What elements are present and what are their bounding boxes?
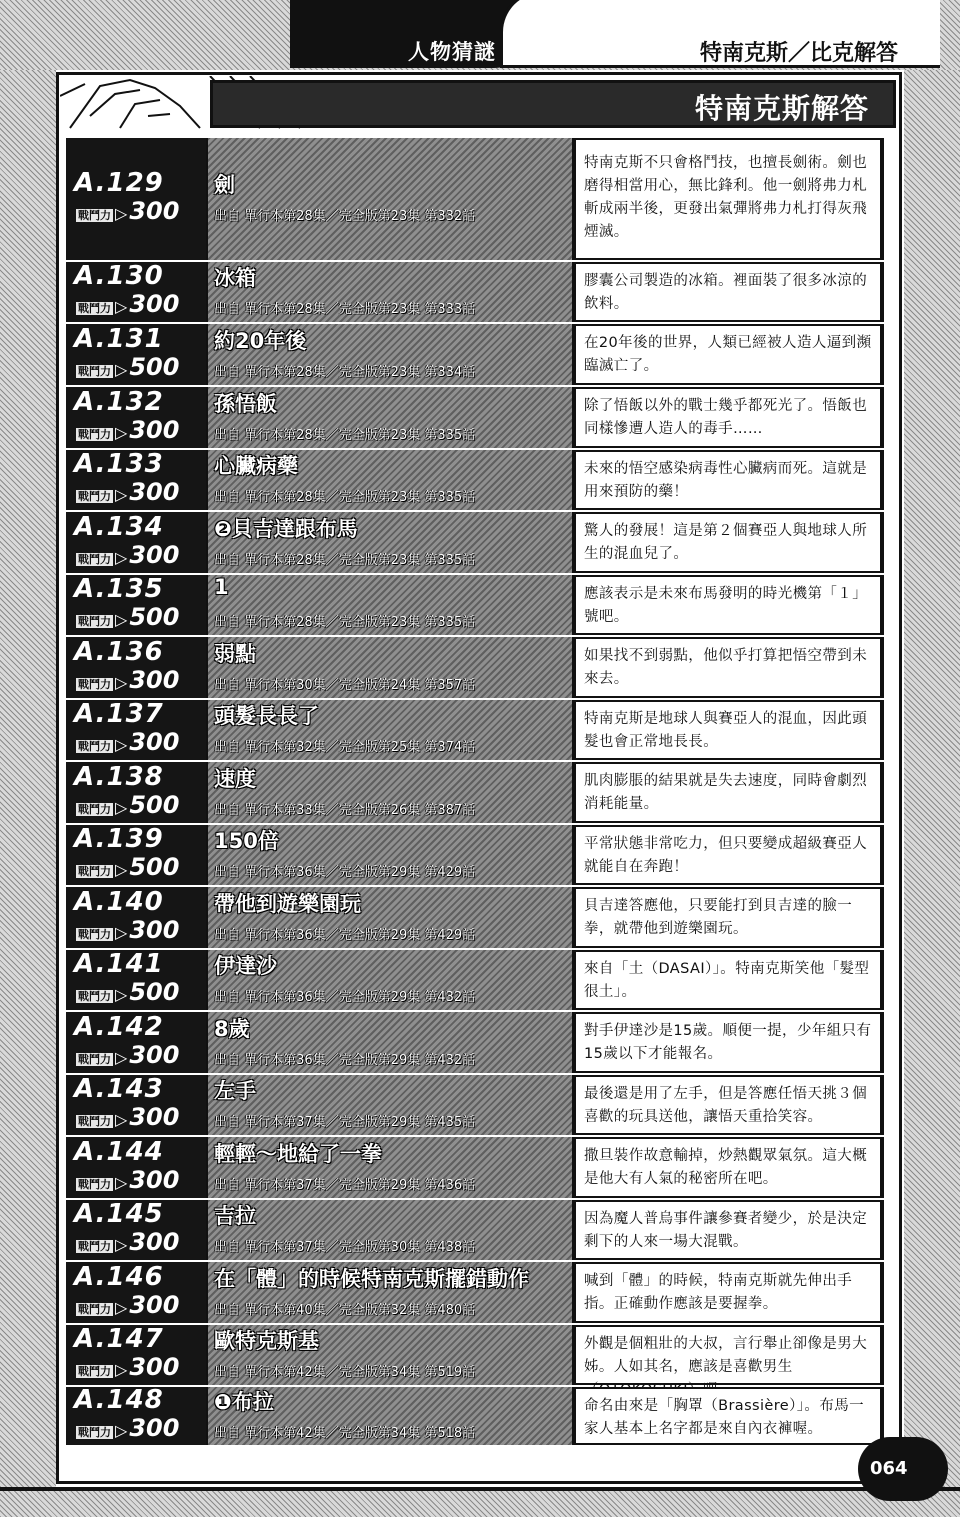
- arrow-icon: ▷: [115, 1173, 128, 1192]
- answer-text: 左手: [214, 1079, 256, 1103]
- explanation-cell: [574, 512, 882, 573]
- power-level: [76, 478, 179, 506]
- explanation-cell: [574, 1075, 882, 1135]
- power-level: [76, 603, 179, 631]
- power-level: [76, 978, 179, 1006]
- answer-source: 出自 單行本第33集／完全版第26集 第387話: [214, 803, 476, 818]
- answer-number: A.141: [74, 949, 164, 979]
- answer-number: A.148: [74, 1385, 164, 1415]
- answer-row: [66, 887, 884, 948]
- explanation-text: 撒旦裝作故意輸掉，炒熱觀眾氣氛。這大概是他大有人氣的秘密所在吧。: [584, 1148, 868, 1187]
- answer-number: A.140: [74, 887, 164, 917]
- section-title-bar: [210, 80, 896, 128]
- power-label: 戰鬥力: [78, 1365, 111, 1378]
- answer-number: A.134: [74, 512, 164, 542]
- power-value: 300: [129, 478, 180, 506]
- answer-row: [66, 1387, 884, 1445]
- answer-number: A.129: [74, 168, 164, 198]
- answer-cell: [208, 825, 572, 885]
- power-label: 戰鬥力: [78, 553, 111, 566]
- answer-source: 出自 單行本第28集／完全版第23集 第332話: [214, 209, 476, 224]
- power-label: 戰鬥力: [78, 302, 111, 315]
- answer-cell: [208, 1387, 572, 1445]
- answer-text: 在「體」的時候特南克斯擺錯動作: [214, 1267, 529, 1291]
- arrow-icon: ▷: [115, 485, 128, 504]
- answer-source: 出自 單行本第28集／完全版第23集 第334話: [214, 365, 476, 380]
- answer-id-cell: [66, 262, 206, 322]
- answer-cell: [208, 575, 572, 635]
- answer-cell: [208, 512, 572, 573]
- power-value: 500: [129, 791, 180, 819]
- answer-cell: [208, 1137, 572, 1198]
- answer-source: 出自 單行本第28集／完全版第23集 第335話: [214, 615, 476, 630]
- arrow-icon: ▷: [115, 985, 128, 1004]
- answer-text: 伊達沙: [214, 954, 277, 978]
- answer-cell: [208, 138, 572, 260]
- header-category: 人物猜謎: [408, 40, 496, 64]
- explanation-text: 膠囊公司製造的冰箱。裡面裝了很多冰涼的飲料。: [584, 273, 868, 312]
- answer-row: [66, 1262, 884, 1323]
- arrow-icon: ▷: [115, 1298, 128, 1317]
- power-value: 300: [129, 1414, 180, 1442]
- power-label: 戰鬥力: [78, 1240, 111, 1253]
- arrow-icon: ▷: [115, 423, 128, 442]
- explanation-text: 喊到「體」的時候，特南克斯就先伸出手指。正確動作應該是要握拳。: [584, 1273, 853, 1312]
- explanation-cell: [574, 1200, 882, 1260]
- explanation-text: 未來的悟空感染病毒性心臟病而死。這就是用來預防的藥！: [584, 461, 868, 500]
- explanation-cell: [574, 1137, 882, 1198]
- power-label: 戰鬥力: [78, 740, 111, 753]
- explanation-text: 貝吉達答應他，只要能打到貝吉達的臉一拳，就帶他到遊樂園玩。: [584, 898, 853, 937]
- answer-text: 1: [214, 575, 229, 599]
- power-level: [76, 1291, 179, 1319]
- section-title: 特南克斯解答: [694, 92, 869, 125]
- answer-text: 約20年後: [214, 329, 307, 353]
- answer-id-cell: [66, 762, 206, 823]
- bottom-hatch-band: [0, 1487, 960, 1517]
- power-level: [76, 666, 179, 694]
- answer-source: 出自 單行本第42集／完全版第34集 第518話: [214, 1426, 476, 1441]
- answer-cell: [208, 324, 572, 385]
- answer-row: [66, 1137, 884, 1198]
- arrow-icon: ▷: [115, 1110, 128, 1129]
- arrow-icon: ▷: [115, 923, 128, 942]
- explanation-cell: [574, 762, 882, 823]
- answer-source: 出自 單行本第36集／完全版第29集 第432話: [214, 990, 476, 1005]
- answer-number: A.144: [74, 1137, 164, 1167]
- explanation-text: 特南克斯不只會格鬥技，也擅長劍術。劍也磨得相當用心，無比鋒利。他一劍將弗力札斬成兩半後，更發出氣彈將弗力札打得灰飛煙滅。: [584, 155, 868, 240]
- arrow-icon: ▷: [115, 360, 128, 379]
- answer-id-cell: [66, 1075, 206, 1135]
- power-value: 300: [129, 1291, 180, 1319]
- answer-source: 出自 單行本第32集／完全版第25集 第374話: [214, 740, 476, 755]
- answer-cell: [208, 1075, 572, 1135]
- power-label: 戰鬥力: [78, 678, 111, 691]
- explanation-text: 除了悟飯以外的戰士幾乎都死光了。悟飯也同樣慘遭人造人的毒手……: [584, 398, 868, 437]
- answer-source: 出自 單行本第36集／完全版第29集 第429話: [214, 928, 476, 943]
- arrow-icon: ▷: [115, 1048, 128, 1067]
- power-label: 戰鬥力: [78, 209, 111, 222]
- answer-id-cell: [66, 950, 206, 1010]
- answer-row: [66, 1012, 884, 1073]
- answer-source: 出自 單行本第30集／完全版第24集 第357話: [214, 678, 476, 693]
- answer-cell: [208, 950, 572, 1010]
- power-label: 戰鬥力: [78, 990, 111, 1003]
- power-level: [76, 853, 179, 881]
- answer-id-cell: [66, 450, 206, 510]
- power-label: 戰鬥力: [78, 1053, 111, 1066]
- left-hatch-band: [0, 70, 56, 1487]
- answer-id-cell: [66, 1262, 206, 1323]
- answer-text: 歐特克斯基: [214, 1329, 319, 1353]
- power-value: 300: [129, 1353, 180, 1381]
- power-value: 300: [129, 666, 180, 694]
- arrow-icon: ▷: [115, 735, 128, 754]
- explanation-text: 命名由來是「胸罩（Brassière）」。布馬一家人基本上名字都是來自內衣褲喔。: [584, 1398, 865, 1437]
- answer-row: [66, 1075, 884, 1135]
- answer-source: 出自 單行本第40集／完全版第32集 第480話: [214, 1303, 476, 1318]
- power-label: 戰鬥力: [78, 490, 111, 503]
- answer-text: ❷貝吉達跟布馬: [214, 517, 358, 541]
- answer-number: A.139: [74, 824, 164, 854]
- explanation-cell: [574, 950, 882, 1010]
- power-level: [76, 1353, 179, 1381]
- answer-source: 出自 單行本第36集／完全版第29集 第432話: [214, 1053, 476, 1068]
- power-value: 500: [129, 603, 180, 631]
- explanation-text: 因為魔人普烏事件讓參賽者變少，於是決定剩下的人來一場大混戰。: [584, 1211, 868, 1250]
- answer-row: [66, 700, 884, 760]
- power-level: [76, 1414, 179, 1442]
- arrow-icon: ▷: [115, 204, 128, 223]
- answer-source: 出自 單行本第28集／完全版第23集 第335話: [214, 428, 476, 443]
- answer-source: 出自 單行本第28集／完全版第23集 第335話: [214, 553, 476, 568]
- answer-number: A.132: [74, 387, 164, 417]
- power-level: [76, 791, 179, 819]
- explanation-text: 來自「土（DASAI）」。特南克斯笑他「髮型很土」。: [584, 961, 870, 1000]
- power-value: 300: [129, 916, 180, 944]
- power-value: 300: [129, 416, 180, 444]
- power-level: [76, 290, 179, 318]
- power-value: 500: [129, 978, 180, 1006]
- answer-cell: [208, 637, 572, 698]
- answer-number: A.131: [74, 324, 164, 354]
- answer-cell: [208, 700, 572, 760]
- answer-source: 出自 單行本第28集／完全版第23集 第335話: [214, 490, 476, 505]
- answer-source: 出自 單行本第28集／完全版第23集 第333話: [214, 302, 476, 317]
- answer-id-cell: [66, 1137, 206, 1198]
- answer-text: 速度: [214, 767, 256, 791]
- explanation-text: 對手伊達沙是15歲。順便一提，少年組只有15歲以下才能報名。: [584, 1023, 872, 1062]
- arrow-icon: ▷: [115, 1360, 128, 1379]
- power-level: [76, 916, 179, 944]
- explanation-text: 應該表示是未來布馬發明的時光機第「１」號吧。: [584, 586, 868, 625]
- power-label: 戰鬥力: [78, 365, 111, 378]
- power-value: 300: [129, 1228, 180, 1256]
- answer-cell: [208, 1325, 572, 1385]
- explanation-text: 在20年後的世界，人類已經被人造人逼到瀕臨滅亡了。: [584, 335, 872, 374]
- power-level: [76, 416, 179, 444]
- answer-cell: [208, 387, 572, 448]
- answer-number: A.142: [74, 1012, 164, 1042]
- power-level: [76, 1228, 179, 1256]
- answer-text: 頭髮長長了: [214, 704, 319, 728]
- power-level: [76, 1166, 179, 1194]
- arrow-icon: ▷: [115, 673, 128, 692]
- explanation-text: 特南克斯是地球人與賽亞人的混血，因此頭髮也會正常地長長。: [584, 711, 868, 750]
- power-label: 戰鬥力: [78, 428, 111, 441]
- explanation-cell: [574, 700, 882, 760]
- answer-id-cell: [66, 637, 206, 698]
- answer-row: [66, 387, 884, 448]
- answer-source: 出自 單行本第42集／完全版第34集 第519話: [214, 1365, 476, 1380]
- answer-id-cell: [66, 1325, 206, 1385]
- answer-source: 出自 單行本第36集／完全版第29集 第429話: [214, 865, 476, 880]
- answer-text: 輕輕～地給了一拳: [214, 1142, 382, 1166]
- answer-row: [66, 575, 884, 635]
- answer-text: 弱點: [214, 642, 256, 666]
- answer-cell: [208, 887, 572, 948]
- answer-id-cell: [66, 512, 206, 573]
- answer-id-cell: [66, 1012, 206, 1073]
- answer-number: A.130: [74, 261, 164, 291]
- answer-cell: [208, 450, 572, 510]
- explanation-cell: [574, 387, 882, 448]
- explanation-cell: [574, 825, 882, 885]
- power-level: [76, 1103, 179, 1131]
- answer-id-cell: [66, 1387, 206, 1445]
- answer-row: [66, 950, 884, 1010]
- answer-row: [66, 512, 884, 573]
- answer-number: A.143: [74, 1074, 164, 1104]
- answer-row: [66, 262, 884, 322]
- answer-cell: [208, 762, 572, 823]
- power-level: [76, 197, 179, 225]
- arrow-icon: ▷: [115, 798, 128, 817]
- power-level: [76, 728, 179, 756]
- answer-cell: [208, 1012, 572, 1073]
- answer-row: [66, 324, 884, 385]
- answer-id-cell: [66, 575, 206, 635]
- explanation-text: 驚人的發展！這是第２個賽亞人與地球人所生的混血兒了。: [584, 523, 868, 562]
- answer-number: A.137: [74, 699, 164, 729]
- answer-number: A.135: [74, 574, 164, 604]
- answer-cell: [208, 262, 572, 322]
- answer-row: [66, 138, 884, 260]
- explanation-text: 如果找不到弱點，他似乎打算把悟空帶到未來去。: [584, 648, 868, 687]
- power-label: 戰鬥力: [78, 865, 111, 878]
- power-value: 300: [129, 1166, 180, 1194]
- answer-cell: [208, 1200, 572, 1260]
- explanation-text: 外觀是個粗壯的大叔，言行舉止卻像是男大姊。人如其名，應該是喜歡男生: [584, 1336, 868, 1375]
- answer-id-cell: [66, 1200, 206, 1260]
- power-label: 戰鬥力: [78, 928, 111, 941]
- power-level: [76, 353, 179, 381]
- power-value: 500: [129, 853, 180, 881]
- power-level: [76, 1041, 179, 1069]
- answer-id-cell: [66, 387, 206, 448]
- answer-cell: [208, 1262, 572, 1323]
- explanation-cell: [574, 262, 882, 322]
- power-value: 300: [129, 728, 180, 756]
- answer-text: 吉拉: [214, 1204, 256, 1228]
- answer-row: [66, 1325, 884, 1385]
- answer-number: A.145: [74, 1199, 164, 1229]
- answer-text: ❶布拉: [214, 1390, 274, 1414]
- answer-row: [66, 762, 884, 823]
- answer-row: [66, 1200, 884, 1260]
- power-value: 300: [129, 197, 180, 225]
- power-label: 戰鬥力: [78, 1426, 111, 1439]
- explanation-cell: [574, 1012, 882, 1073]
- answer-number: A.136: [74, 637, 164, 667]
- answer-number: A.138: [74, 762, 164, 792]
- answer-row: [66, 825, 884, 885]
- power-level: [76, 541, 179, 569]
- explanation-cell: [574, 138, 882, 260]
- explanation-text: 肌肉膨脹的結果就是失去速度，同時會劇烈消耗能量。: [584, 773, 868, 812]
- answer-text: 150倍: [214, 829, 279, 853]
- answer-source: 出自 單行本第37集／完全版第29集 第436話: [214, 1178, 476, 1193]
- answer-text: 劍: [214, 173, 235, 197]
- answer-id-cell: [66, 324, 206, 385]
- power-value: 300: [129, 1103, 180, 1131]
- power-label: 戰鬥力: [78, 1115, 111, 1128]
- arrow-icon: ▷: [115, 548, 128, 567]
- power-value: 300: [129, 290, 180, 318]
- arrow-icon: ▷: [115, 1421, 128, 1440]
- explanation-cell: [574, 450, 882, 510]
- explanation-cell: [574, 1262, 882, 1323]
- answer-text: 帶他到遊樂園玩: [214, 892, 361, 916]
- page-number: 064: [870, 1458, 908, 1479]
- explanation-cell: [574, 324, 882, 385]
- answer-text: 心臟病藥: [214, 454, 298, 478]
- answer-id-cell: [66, 887, 206, 948]
- explanation-cell: [574, 1325, 882, 1385]
- arrow-icon: ▷: [115, 610, 128, 629]
- power-label: 戰鬥力: [78, 615, 111, 628]
- explanation-cell: [574, 637, 882, 698]
- header-topic: 特南克斯／比克解答: [700, 41, 899, 66]
- power-value: 500: [129, 353, 180, 381]
- power-label: 戰鬥力: [78, 803, 111, 816]
- explanation-cell: [574, 1387, 882, 1445]
- answer-text: 孫悟飯: [214, 392, 277, 416]
- power-value: 300: [129, 541, 180, 569]
- answer-source: 出自 單行本第37集／完全版第30集 第438話: [214, 1240, 476, 1255]
- explanation-text: 平常狀態非常吃力，但只要變成超級賽亞人就能自在奔跑！: [584, 836, 868, 875]
- answer-id-cell: [66, 700, 206, 760]
- answer-number: A.147: [74, 1324, 164, 1354]
- arrow-icon: ▷: [115, 860, 128, 879]
- power-label: 戰鬥力: [78, 1178, 111, 1191]
- answer-source: 出自 單行本第37集／完全版第29集 第435話: [214, 1115, 476, 1130]
- arrow-icon: ▷: [115, 297, 128, 316]
- right-hatch-band: [904, 70, 960, 1487]
- explanation-cell: [574, 887, 882, 948]
- arrow-icon: ▷: [115, 1235, 128, 1254]
- answer-number: A.133: [74, 449, 164, 479]
- answer-row: [66, 450, 884, 510]
- answer-id-cell: [66, 138, 206, 260]
- explanation-cell: [574, 575, 882, 635]
- bottom-rule: [0, 1487, 960, 1491]
- answer-text: 8歲: [214, 1017, 250, 1041]
- power-label: 戰鬥力: [78, 1303, 111, 1316]
- explanation-text: 最後還是用了左手，但是答應任悟天挑３個喜歡的玩具送他，讓悟天重拾笑容。: [584, 1086, 868, 1125]
- answer-number: A.146: [74, 1262, 164, 1292]
- answer-row: [66, 637, 884, 698]
- answer-id-cell: [66, 825, 206, 885]
- answer-text: 冰箱: [214, 266, 256, 290]
- power-value: 300: [129, 1041, 180, 1069]
